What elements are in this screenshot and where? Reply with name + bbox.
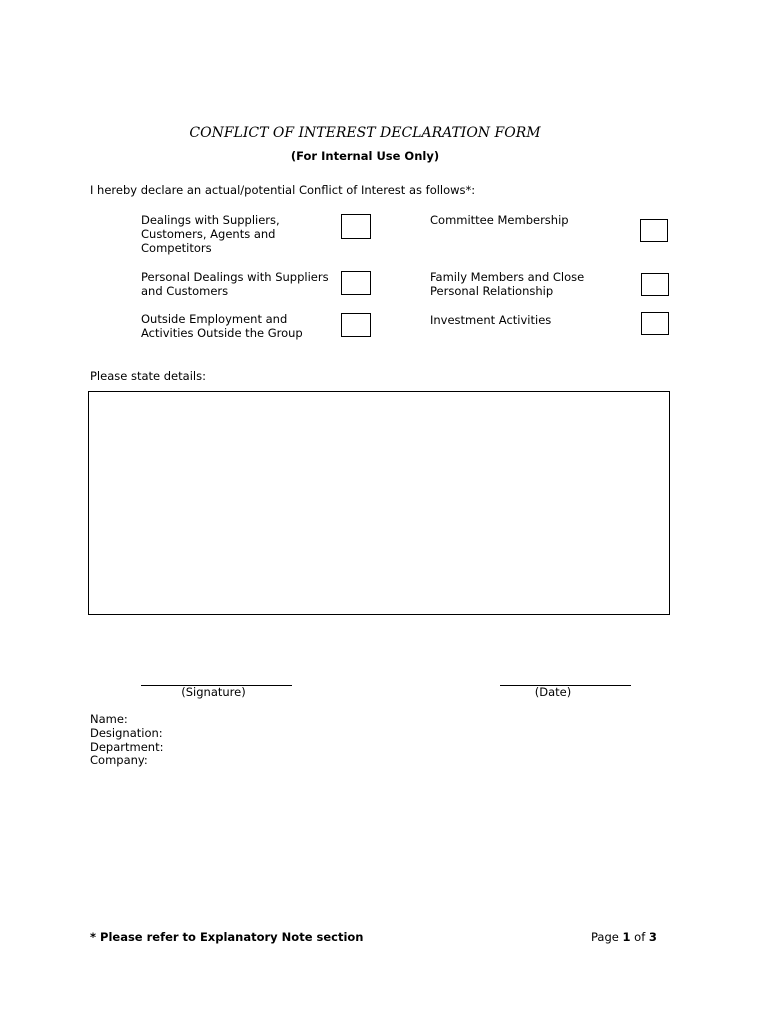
form-title: CONFLICT OF INTEREST DECLARATION FORM	[189, 125, 541, 141]
page-number	[591, 930, 657, 944]
form-subtitle: (For Internal Use Only)	[290, 149, 440, 163]
details-label: Please state details:	[90, 369, 206, 383]
category-label-dealings: Dealings with Suppliers, Customers, Agents and Competitors	[141, 213, 280, 255]
declaration-text: I hereby declare an actual/potential Conflict of Interest as follows*:	[90, 183, 476, 197]
checkbox-outside-employment[interactable]	[341, 313, 371, 337]
signature-label: (Signature)	[181, 685, 246, 699]
checkbox-investment[interactable]	[641, 312, 669, 335]
category-label-committee: Committee Membership	[430, 213, 569, 227]
footer-note: * Please refer to Explanatory Note section	[90, 930, 364, 944]
category-label-investment: Investment Activities	[430, 313, 552, 327]
company-field-label: Company:	[90, 753, 148, 767]
page-current: 1	[622, 930, 631, 944]
checkbox-family[interactable]	[641, 273, 669, 296]
page-of: of	[634, 930, 646, 944]
checkbox-committee[interactable]	[640, 219, 668, 242]
category-label-personal-dealings: Personal Dealings with Suppliers and Customers	[141, 270, 329, 298]
checkbox-dealings[interactable]	[341, 214, 371, 239]
department-field-label: Department:	[90, 740, 164, 754]
date-label: (Date)	[534, 685, 572, 699]
category-label-outside-employment: Outside Employment and Activities Outside the Group	[141, 312, 303, 340]
page-total: 3	[648, 930, 657, 944]
page-prefix: Page	[591, 930, 619, 944]
designation-field-label: Designation:	[90, 726, 163, 740]
checkbox-personal-dealings[interactable]	[341, 271, 371, 295]
details-field[interactable]	[88, 391, 670, 615]
category-label-family: Family Members and Close Personal Relationship	[430, 270, 585, 298]
name-field-label: Name:	[90, 712, 128, 726]
